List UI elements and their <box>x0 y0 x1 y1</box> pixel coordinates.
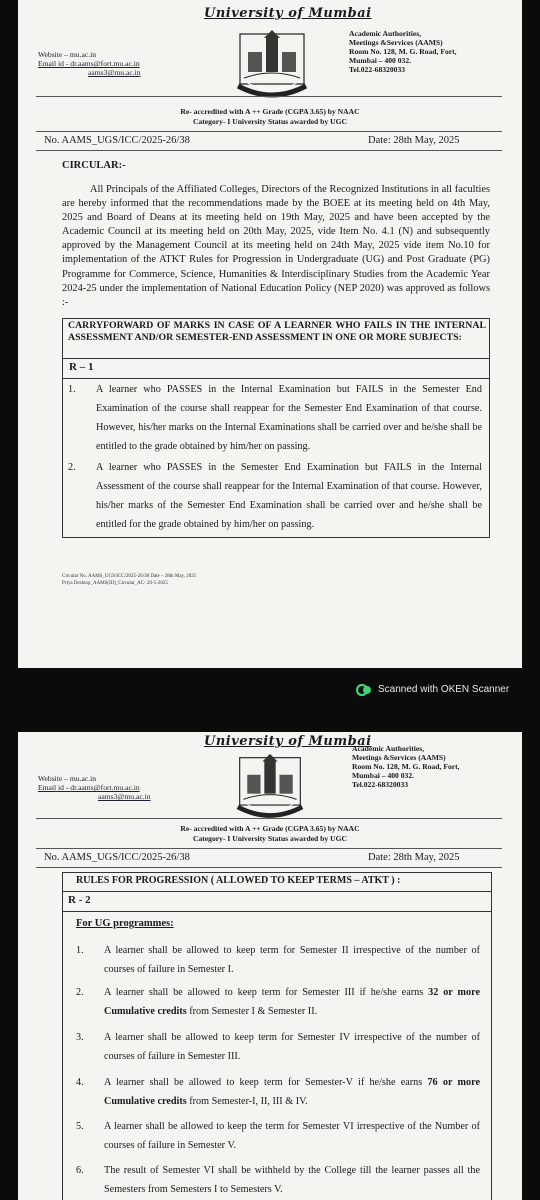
progression-rule: A learner shall be allowed to keep term for Semester III if he/she earns 32 or more Cumulative credits from Semester I & Semester II. <box>104 987 481 1017</box>
authority-line-4: Mumbai – 400 032. <box>349 56 412 65</box>
rule-label: R - 2 <box>68 894 91 906</box>
category-text: Category- I University Status awarded by UGC <box>193 117 347 126</box>
rule-label: R – 1 <box>69 361 94 373</box>
item-number: 3. <box>76 1032 84 1043</box>
authority-line-5: Tel.022-68320033 <box>349 65 406 74</box>
ref-divider-top <box>36 131 502 132</box>
circular-body: All Principals of the Affiliated Colleges, Directors of the Recognized Institutions in all faculties are hereby informed that the recommendations made by the BOEE at its meeting held on 4th May, 2025 and Board of Deans at its meeting held on 19th May, 2025 and have been accepted by the Academic Council at its meeting held on 20th May, 2025, vide Item No. 4.1 (N) and subsequently approved by the Management Council at its meeting held on 24th May, 2025 vide item No.10 for implementation of the ATKT Rules for Progression in Undergraduate (UG) and Post Graduate (PG) Programme for Commerce, Science, Humanities & Interdisciplinary Studies from the Academic Year 2024-25 under the implementation of National Education Policy (NEP 2020) was approved as follows :- <box>62 184 490 308</box>
authority-line-4: Mumbai – 400 032. <box>352 771 415 780</box>
email-link[interactable]: Email id - dr.aams@fort.mu.ac.in <box>38 59 140 68</box>
accreditation-text: Re- accredited with A ++ Grade (CGPA 3.65) by NAAC <box>180 107 360 116</box>
circular-page-2 <box>18 732 522 1200</box>
authority-line-1: Academic Authorities, <box>349 29 422 38</box>
footer-file-ref: Priya Desktop_AAMS(III)_Circular_AC- 20-5-2025 <box>62 581 168 586</box>
ref-divider-bottom <box>36 867 502 868</box>
email-link-alt[interactable]: aams3@mu.ac.in <box>98 792 151 801</box>
ref-divider-bottom <box>36 150 502 151</box>
rule-item: A learner who PASSES in the Semester End Examination but FAILS in the Internal Assessment of the course shall reappear for the Internal Examination of that course. However, his/her marks of the Semester End Examination shall be carried over and he/she shall be entitled for the grade obtained by him/her on passing. <box>96 462 482 530</box>
scanner-watermark-bar <box>0 672 540 730</box>
university-seal-icon <box>234 28 310 104</box>
progression-rule: The result of Semester VI shall be withheld by the College till the learner passes all the Semesters from Semesters I to Semesters V. <box>104 1165 480 1195</box>
accreditation-text: Re- accredited with A ++ Grade (CGPA 3.65) by NAAC <box>180 824 360 833</box>
item-number: 4. <box>76 1077 84 1088</box>
reference-number: No. AAMS_UGS/ICC/2025-26/38 <box>44 852 190 863</box>
header-divider <box>36 818 502 819</box>
authority-line-2: Meetings &Services (AAMS) <box>349 38 443 47</box>
item-number: 2. <box>76 987 84 998</box>
authority-line-2: Meetings &Services (AAMS) <box>352 753 446 762</box>
authority-line-5: Tel.022-68320033 <box>352 780 409 789</box>
item-number: 1. <box>76 945 84 956</box>
authority-line-1: Academic Authorities, <box>352 744 425 753</box>
circular-date: Date: 28th May, 2025 <box>368 135 460 146</box>
box-divider <box>62 358 490 359</box>
circular-page-1 <box>18 0 522 668</box>
item-number: 1. <box>68 384 76 395</box>
website-text: Website – mu.ac.in <box>38 774 97 783</box>
category-text: Category- I University Status awarded by UGC <box>193 834 347 843</box>
box-divider-2 <box>62 911 492 912</box>
ref-divider-top <box>36 848 502 849</box>
email-link-alt[interactable]: aams3@mu.ac.in <box>88 68 141 77</box>
item-number: 6. <box>76 1165 84 1176</box>
box-divider-2 <box>62 378 490 379</box>
box-heading: RULES FOR PROGRESSION ( ALLOWED TO KEEP TERMS – ATKT ) : <box>76 875 401 886</box>
authority-line-3: Room No. 128, M. G. Road, Fort, <box>349 47 457 56</box>
circular-date: Date: 28th May, 2025 <box>368 852 460 863</box>
item-number: 2. <box>68 462 76 473</box>
box-divider <box>62 891 492 892</box>
progression-rule: A learner shall be allowed to keep term for Semester II irrespective of the number of courses of failure in Semester I. <box>104 945 480 975</box>
progression-rule: A learner shall be allowed to keep the term for Semester VI irrespective of the Number of courses of failure in Semester V. <box>104 1121 480 1151</box>
email-link[interactable]: Email id - dr.aams@fort.mu.ac.in <box>38 783 140 792</box>
header-divider <box>36 96 502 97</box>
reference-number: No. AAMS_UGS/ICC/2025-26/38 <box>44 135 190 146</box>
item-number: 5. <box>76 1121 84 1132</box>
rule-item: A learner who PASSES in the Internal Examination but FAILS in the Semester End Examination of the course shall reappear for the Semester End Examination of that course. However, his/her marks on the Internal Examinations shall be carried over and he/she shall be entitled to the grade obtained by him/her on passing. <box>96 384 482 452</box>
footer-circular-ref: Circular No. AAMS_UGS/ICC/2025-26/38 Date – 28th May, 2025 <box>62 574 197 579</box>
university-title: University of Mumbai <box>204 734 372 749</box>
scanner-watermark-text: Scanned with OKEN Scanner <box>378 684 510 695</box>
website-text: Website – mu.ac.in <box>38 50 97 59</box>
oken-scanner-logo-icon <box>356 683 372 697</box>
university-title: University of Mumbai <box>204 6 372 21</box>
university-seal-icon <box>234 752 306 824</box>
progression-rule: A learner shall be allowed to keep term for Semester-V if he/she earns 76 or more Cumulative credits from Semester-I, II, III & IV. <box>104 1077 480 1107</box>
circular-heading: CIRCULAR:- <box>62 160 126 171</box>
authority-line-3: Room No. 128, M. G. Road, Fort, <box>352 762 460 771</box>
progression-rule: A learner shall be allowed to keep term for Semester IV irrespective of the number of courses of failure in Semester III. <box>104 1032 480 1062</box>
box-heading: CARRYFORWARD OF MARKS IN CASE OF A LEARNER WHO FAILS IN THE INTERNAL ASSESSMENT AND/OR SEMESTER-END ASSESSMENT IN ONE OR MORE SUBJECTS: <box>68 320 486 344</box>
ug-subheading: For UG programmes: <box>76 918 174 929</box>
